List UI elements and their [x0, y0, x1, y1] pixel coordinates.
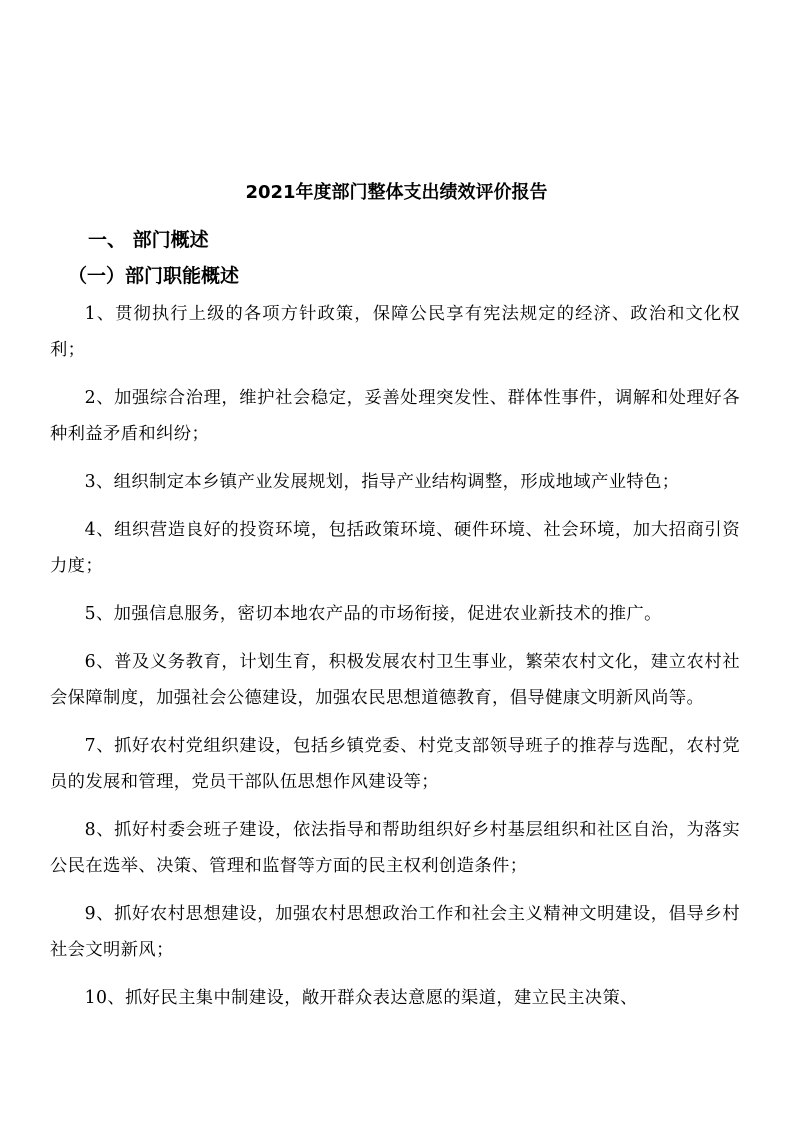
function-item: 7、抓好农村党组织建设，包括乡镇党委、村党支部领导班子的推荐与选配，农村党员的发展和管理，党员干部队伍思想作风建设等； — [50, 736, 740, 792]
functions-list — [50, 296, 740, 1028]
function-item: 4、组织营造良好的投资环境，包括政策环境、硬件环境、社会环境，加大招商引资力度； — [50, 520, 740, 576]
function-item: 6、普及义务教育，计划生育，积极发展农村卫生事业，繁荣农村文化，建立农村社会保障制度，加强社会公德建设，加强农民思想道德教育，倡导健康文明新风尚等。 — [50, 652, 740, 708]
function-item: 5、加强信息服务，密切本地农产品的市场衔接，促进农业新技术的推广。 — [84, 604, 662, 624]
document-title: 2021年度部门整体支出绩效评价报告 — [245, 182, 548, 203]
function-item: 2、加强综合治理，维护社会稳定，妥善处理突发性、群体性事件，调解和处理好各种利益矛盾和纠纷； — [50, 388, 740, 444]
function-item: 8、抓好村委会班子建设，依法指导和帮助组织好乡村基层组织和社区自治，为落实公民在选举、决策、管理和监督等方面的民主权利创造条件； — [50, 820, 740, 876]
function-item: 3、组织制定本乡镇产业发展规划，指导产业结构调整，形成地域产业特色； — [84, 472, 680, 492]
function-item: 1、贯彻执行上级的各项方针政策，保障公民享有宪法规定的经济、政治和文化权利； — [50, 304, 740, 360]
section-heading-overview: 一、 部门概述 — [88, 229, 209, 251]
subsection-heading-functions: （一）部门职能概述 — [68, 265, 240, 287]
function-item: 10、抓好民主集中制建设，敞开群众表达意愿的渠道，建立民主决策、 — [84, 988, 638, 1008]
function-item: 9、抓好农村思想建设，加强农村思想政治工作和社会主义精神文明建设，倡导乡村社会文明新风； — [50, 904, 740, 960]
